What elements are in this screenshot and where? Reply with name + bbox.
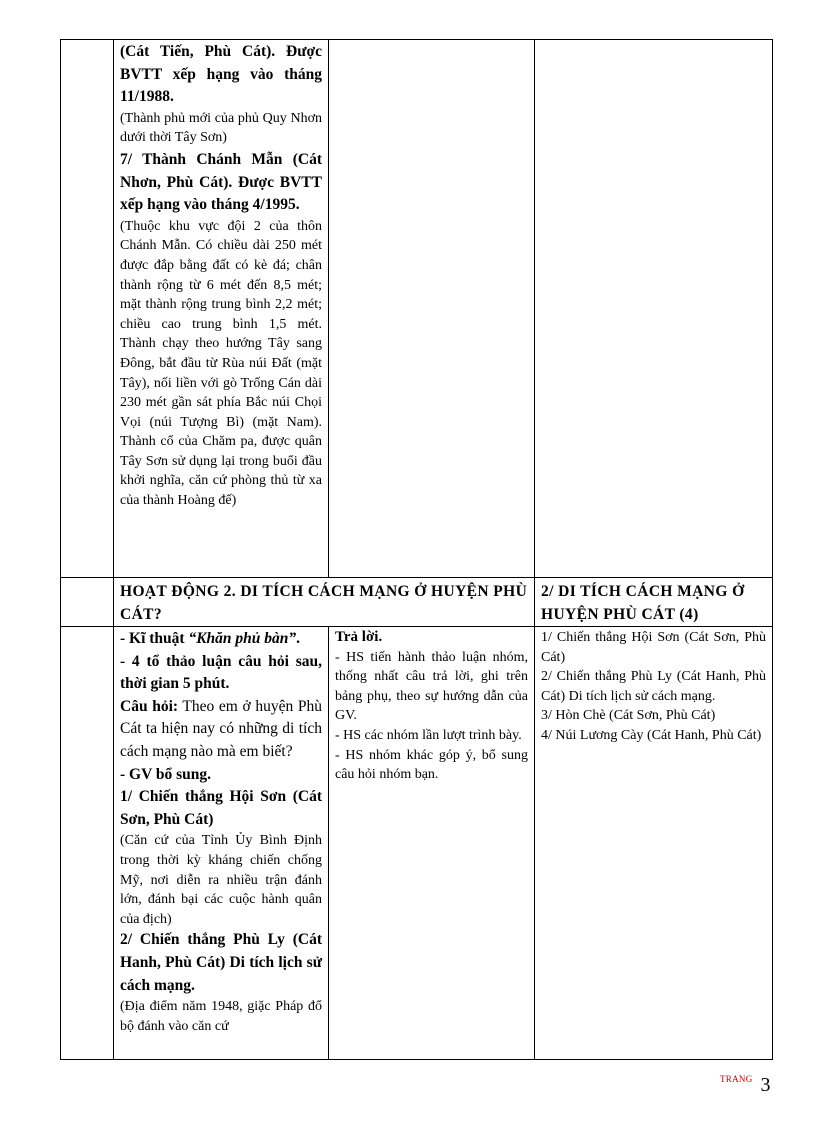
question-label: Câu hỏi:	[120, 697, 179, 715]
result-line: 2/ Chiến thắng Phù Ly (Cát Hanh, Phù Cát) Di tích lịch sử cách mạng.	[541, 669, 766, 704]
activity-heading-cell	[114, 578, 535, 627]
question-text: Theo em ở huyện Phù Cát ta hiện nay có những di tích cách mạng nào mà em biết?	[120, 697, 323, 760]
empty-cell	[61, 40, 114, 578]
empty-cell	[61, 578, 114, 627]
revolution-item-1-note: (Căn cứ của Tỉnh Ủy Bình Định trong thời kỳ kháng chiến chống Mỹ, nơi diễn ra nhiều trận đánh lớn, đánh bại các cuộc hành quân của địch)	[120, 833, 322, 927]
student-activity-cell	[329, 627, 535, 1060]
result-cell	[535, 627, 773, 1060]
page-footer	[720, 1074, 771, 1097]
technique-line	[120, 628, 322, 651]
lesson-table	[60, 39, 773, 1060]
page-label: TRANG	[720, 1074, 753, 1084]
student-line: - HS tiến hành thảo luận nhóm, thống nhất câu trả lời, ghi trên bảng phụ, theo sự hướng dẫn của GV.	[335, 649, 528, 724]
result-line: 3/ Hòn Chè (Cát Sơn, Phù Cát)	[541, 708, 716, 724]
technique-prefix: - Kĩ thuật	[120, 630, 189, 647]
table-row	[61, 627, 773, 1060]
teacher-supplement: - GV bổ sung.	[120, 765, 212, 783]
heritage-item-7-heading: 7/ Thành Chánh Mẫn (Cát Nhơn, Phù Cát). Được BVTT xếp hạng vào tháng 4/1995.	[120, 150, 322, 214]
empty-cell	[329, 40, 535, 578]
heritage-item-7-note: (Thuộc khu vực đội 2 của thôn Chánh Mẫn. Có chiều dài 250 mét được đắp bằng đất có kè đá; chân thành rộng từ 6 mét đến 8,5 mét; mặt thành rộng trung bình 2,2 mét; chiều cao trung bình 1,5 mét. Thành chạy theo hướng Tây sang Đông, bắt đầu từ Rùa núi Đất (mặt Tây), nối liền với gò Trống Cán dài 230 mét gần sát phía Bắc núi Chọi Vọi (núi Tượng Bì) (mặt Nam). Thành cổ của Chăm pa, được quân Tây Sơn sử dụng lại trong buổi đầu khởi nghĩa, căn cứ phòng thủ từ xa của thành Hoàng đế)	[120, 218, 322, 509]
revolution-item-1-heading: 1/ Chiến thắng Hội Sơn (Cát Sơn, Phù Cát)	[120, 788, 322, 828]
table-row	[61, 40, 773, 578]
student-line: - HS nhóm khác góp ý, bổ sung câu hỏi nhóm bạn.	[335, 747, 528, 783]
teacher-activity-cell	[114, 627, 329, 1060]
student-line: - HS các nhóm lần lượt trình bày.	[335, 727, 522, 743]
table-row	[61, 578, 773, 627]
revolution-item-2-heading: 2/ Chiến thắng Phù Ly (Cát Hanh, Phù Cát) Di tích lịch sử cách mạng.	[120, 931, 322, 994]
heritage-continued-note: (Thành phủ mới của phủ Quy Nhơn dưới thời Tây Sơn)	[120, 110, 322, 146]
technique-suffix: .	[296, 630, 301, 647]
result-heading: 2/ DI TÍCH CÁCH MẠNG Ở HUYỆN PHÙ CÁT (4)	[541, 583, 745, 623]
result-heading-cell	[535, 578, 773, 627]
group-task: - 4 tổ thảo luận câu hỏi sau, thời gian 5 phút.	[120, 652, 322, 693]
result-line: 4/ Núi Lương Cày (Cát Hanh, Phù Cát)	[541, 727, 762, 743]
revolution-item-2-note: (Địa điểm năm 1948, giặc Pháp đổ bộ đánh vào căn cứ	[120, 999, 322, 1034]
empty-cell	[535, 40, 773, 578]
result-line: 1/ Chiến thắng Hội Sơn (Cát Sơn, Phù Cát)	[541, 630, 766, 665]
heritage-continued-heading: (Cát Tiến, Phù Cát). Được BVTT xếp hạng vào tháng 11/1988.	[120, 43, 322, 106]
answer-label: Trả lời.	[335, 629, 383, 645]
page-number: 3	[760, 1074, 771, 1096]
question	[120, 696, 322, 764]
technique-name: “Khăn phủ bàn”	[188, 630, 297, 647]
teacher-activity-cell	[114, 40, 329, 578]
activity-heading: HOẠT ĐỘNG 2. DI TÍCH CÁCH MẠNG Ở HUYỆN PHÙ CÁT?	[120, 583, 528, 623]
empty-cell	[61, 627, 114, 1060]
